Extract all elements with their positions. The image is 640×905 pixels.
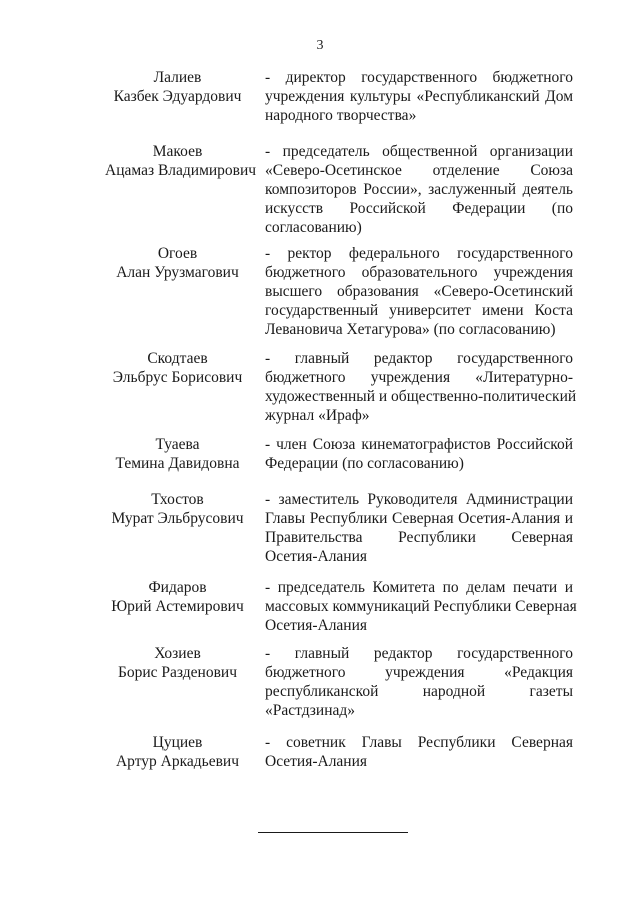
role-line: государственный университет имени Коста xyxy=(265,302,573,319)
member-surname: Огоев xyxy=(157,245,198,262)
member-name xyxy=(105,733,250,771)
role-line: республиканской народной газеты xyxy=(265,683,573,700)
member-role xyxy=(265,349,577,425)
role-line: художественный и общественно-политический xyxy=(265,388,577,405)
member-role xyxy=(265,490,573,566)
member-name xyxy=(105,490,250,528)
member-name xyxy=(105,578,250,616)
member-given-names: Ацамаз Владимирович xyxy=(105,162,257,179)
role-line: - главный редактор государственного xyxy=(265,645,573,662)
role-line: бюджетного учреждения «Редакция xyxy=(265,664,573,681)
role-line: - советник Главы Республики Северная xyxy=(265,734,573,751)
member-role xyxy=(265,435,573,473)
member-role xyxy=(265,142,573,237)
role-line: журнал «Ираф» xyxy=(265,407,370,424)
role-line: Федерации (по согласованию) xyxy=(265,455,464,472)
role-line: Левановича Хетагурова» (по согласованию) xyxy=(265,321,556,338)
role-line: Осетия-Алания xyxy=(265,753,368,770)
member-given-names: Борис Разденович xyxy=(117,664,237,681)
role-line: - директор государственного бюджетного xyxy=(265,69,573,86)
role-line: согласованию) xyxy=(265,219,362,236)
role-line: Главы Республики Северная Осетия-Алания и xyxy=(265,510,573,527)
member-name xyxy=(105,349,250,387)
role-line: Осетия-Алания xyxy=(265,548,368,565)
member-name xyxy=(105,142,257,180)
member-surname: Туаева xyxy=(155,436,200,453)
member-role xyxy=(265,733,573,771)
role-line: «Растдзинад» xyxy=(265,702,356,719)
member-surname: Лалиев xyxy=(153,69,202,86)
member-name xyxy=(105,244,250,282)
role-line: Осетия-Алания xyxy=(265,617,368,634)
member-given-names: Юрий Астемирович xyxy=(111,598,244,615)
member-role xyxy=(265,578,577,635)
closing-rule xyxy=(258,832,408,833)
member-name xyxy=(105,644,250,682)
member-given-names: Темина Давидовна xyxy=(115,455,240,472)
role-line: - ректор федерального государственного xyxy=(265,245,573,262)
member-surname: Хозиев xyxy=(154,645,201,662)
member-name xyxy=(105,68,250,106)
member-given-names: Артур Аркадьевич xyxy=(115,753,240,770)
role-line: Правительства Республики Северная xyxy=(265,529,573,546)
member-given-names: Алан Урузмагович xyxy=(116,264,239,281)
role-line: - председатель Комитета по делам печати и xyxy=(265,579,573,596)
role-line: композиторов России», заслуженный деятель xyxy=(265,181,573,198)
role-line: - главный редактор государственного xyxy=(265,350,573,367)
member-surname: Цуциев xyxy=(152,734,203,751)
member-role xyxy=(265,644,573,720)
role-line: искусств Российской Федерации (по xyxy=(265,200,573,217)
member-given-names: Мурат Эльбрусович xyxy=(111,510,244,527)
role-line: - председатель общественной организации xyxy=(265,143,573,160)
role-line: - член Союза кинематографистов Российской xyxy=(265,436,573,453)
member-surname: Фидаров xyxy=(148,579,207,596)
page-number: 3 xyxy=(316,38,324,53)
member-role xyxy=(265,244,573,339)
member-surname: Скодтаев xyxy=(147,350,208,367)
member-given-names: Эльбрус Борисович xyxy=(112,369,243,386)
role-line: высшего образования «Северо-Осетинский xyxy=(265,283,573,300)
role-line: народного творчества» xyxy=(265,107,417,124)
member-name xyxy=(105,435,250,473)
member-role xyxy=(265,68,573,125)
role-line: бюджетного образовательного учреждения xyxy=(265,264,573,281)
role-line: учреждения культуры «Республиканский Дом xyxy=(265,88,573,105)
role-line: массовых коммуникаций Республики Северная xyxy=(265,598,577,615)
role-line: - заместитель Руководителя Администрации xyxy=(265,491,573,508)
role-line: «Северо-Осетинское отделение Союза xyxy=(265,162,573,179)
member-given-names: Казбек Эдуардович xyxy=(113,88,242,105)
member-surname: Макоев xyxy=(152,143,203,160)
role-line: бюджетного учреждения «Литературно- xyxy=(265,369,573,386)
member-surname: Тхостов xyxy=(151,491,204,508)
